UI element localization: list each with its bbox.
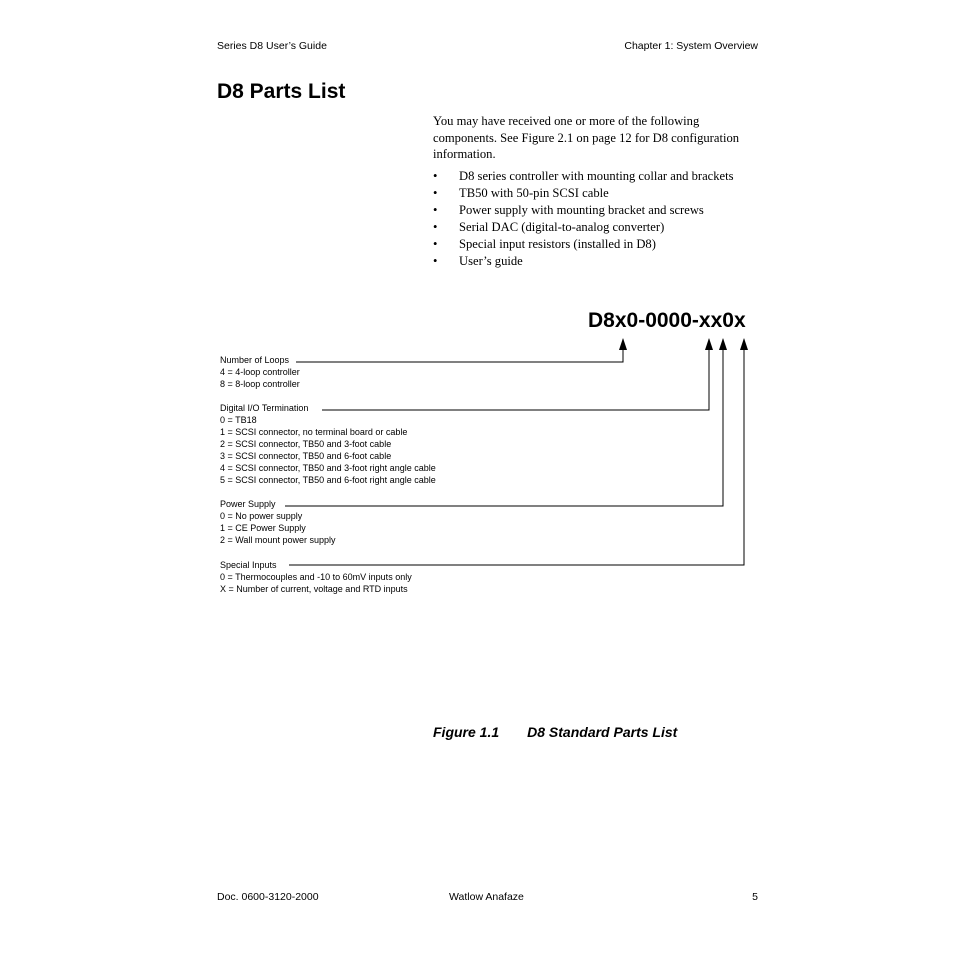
bullet-item: • TB50 with 50-pin SCSI cable bbox=[433, 185, 734, 202]
page-number: 5 bbox=[752, 891, 758, 903]
section-title: D8 Parts List bbox=[217, 80, 346, 103]
legend-group-power-supply bbox=[220, 498, 335, 546]
figure-title: D8 Standard Parts List bbox=[527, 724, 678, 740]
bullet-item: • Serial DAC (digital-to-analog converter) bbox=[433, 219, 734, 236]
legend-option: X = Number of current, voltage and RTD inputs bbox=[220, 584, 408, 594]
footer-doc-number: Doc. 0600-3120-2000 bbox=[217, 891, 319, 903]
legend-option: 1 = SCSI connector, no terminal board or cable bbox=[220, 427, 408, 437]
legend-option: 0 = No power supply bbox=[220, 511, 303, 521]
part-number-code: D8x0-0000-xx0x bbox=[588, 309, 746, 332]
header-doc-title: Series D8 User’s Guide bbox=[217, 40, 327, 52]
legend-option: 0 = TB18 bbox=[220, 415, 257, 425]
legend-option: 4 = 4-loop controller bbox=[220, 367, 300, 377]
leader-line-loops bbox=[296, 339, 623, 362]
figure-number: Figure 1.1 bbox=[433, 724, 500, 740]
bullet-item: • D8 series controller with mounting collar and brackets bbox=[433, 168, 734, 185]
bullet-item: • Special input resistors (installed in D8) bbox=[433, 236, 734, 253]
legend-group-digital-io bbox=[220, 402, 436, 486]
footer-company: Watlow Anafaze bbox=[449, 891, 524, 903]
intro-text: You may have received one or more of the following components. See Figure 2.1 on page 12 for D8 configuration information. bbox=[433, 114, 740, 161]
legend-heading: Special Inputs bbox=[220, 560, 277, 570]
leader-line-digital-io bbox=[322, 339, 709, 410]
figure-caption bbox=[433, 724, 677, 740]
legend-heading: Power Supply bbox=[220, 499, 276, 509]
legend-option: 3 = SCSI connector, TB50 and 6-foot cable bbox=[220, 451, 392, 461]
legend-option: 0 = Thermocouples and -10 to 60mV inputs only bbox=[220, 572, 412, 582]
legend-option: 8 = 8-loop controller bbox=[220, 379, 300, 389]
legend-option: 2 = Wall mount power supply bbox=[220, 535, 336, 545]
legend-option: 4 = SCSI connector, TB50 and 3-foot right angle cable bbox=[220, 463, 436, 473]
legend-group-loops bbox=[220, 354, 300, 390]
bullet-item: • Power supply with mounting bracket and screws bbox=[433, 202, 734, 219]
bullet-item: • User’s guide bbox=[433, 253, 734, 270]
legend-heading: Digital I/O Termination bbox=[220, 403, 309, 413]
legend-group-special-inputs bbox=[220, 559, 412, 595]
legend-option: 1 = CE Power Supply bbox=[220, 523, 306, 533]
legend-option: 2 = SCSI connector, TB50 and 3-foot cable bbox=[220, 439, 392, 449]
header-chapter: Chapter 1: System Overview bbox=[624, 40, 758, 52]
legend-heading: Number of Loops bbox=[220, 355, 290, 365]
legend-option: 5 = SCSI connector, TB50 and 6-foot right angle cable bbox=[220, 475, 436, 485]
